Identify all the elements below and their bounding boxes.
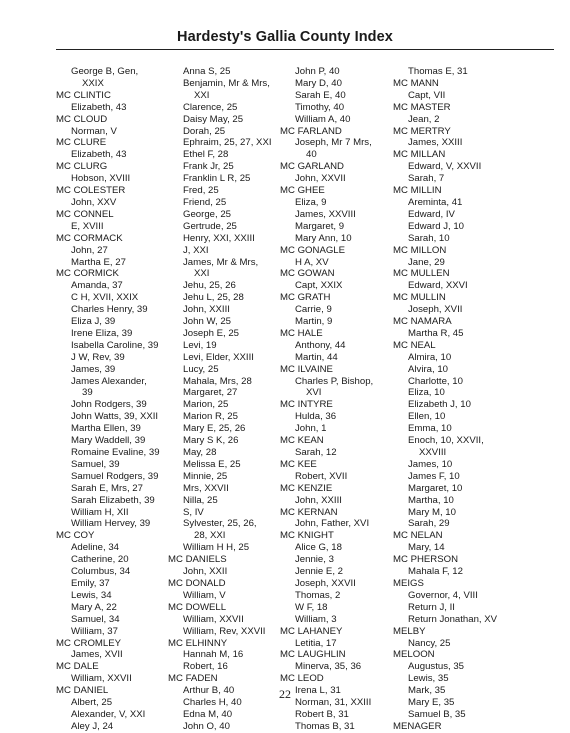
index-entry: Mary E, 25, 26 — [183, 423, 246, 435]
index-entry: Martha Ellen, 39 — [71, 423, 141, 435]
index-entry: Isabella Caroline, 39 — [71, 339, 159, 351]
index-entry: Elizabeth, 43 — [71, 101, 127, 113]
index-entry: Mary A, 22 — [71, 601, 117, 613]
index-surname: MC DOWELL — [168, 601, 227, 613]
index-surname: MC COY — [56, 530, 95, 542]
index-entry: Jehu, 25, 26 — [183, 280, 236, 292]
page-title: Hardesty's Gallia County Index — [177, 29, 393, 45]
index-entry: Joseph, XXVII — [295, 577, 356, 589]
index-entry: John Watts, 39, XXII — [71, 411, 159, 423]
index-entry: Nancy, 25 — [408, 637, 451, 649]
index-entry: W F, 18 — [295, 601, 328, 613]
index-entry: Samuel Rodgers, 39 — [71, 470, 159, 482]
index-entry: Samuel, 39 — [71, 458, 120, 470]
index-entry: Capt, XXIX — [295, 280, 343, 292]
index-entry: Anthony, 44 — [295, 339, 346, 351]
index-entry: William A, 40 — [295, 113, 351, 125]
index-entry: William H H, 25 — [183, 542, 250, 554]
index-entry: Mary Ann, 10 — [295, 232, 352, 244]
title-underline — [56, 49, 554, 50]
index-entry: Mary M, 10 — [408, 506, 456, 518]
index-surname: MC CROMLEY — [56, 637, 122, 649]
index-entry: Lewis, 34 — [71, 589, 112, 601]
index-entry: J, XXI — [183, 244, 209, 256]
index-entry: C H, XVII, XXIX — [71, 292, 139, 304]
index-surname: MC MERTRY — [393, 125, 451, 137]
index-entry: May, 28 — [183, 447, 217, 458]
index-entry: Norman, 31, XXIII — [295, 697, 372, 709]
index-entry: Eliza, 9 — [295, 196, 327, 208]
index-surname: MC CLOUD — [56, 113, 108, 125]
index-surname: MELBY — [393, 625, 426, 637]
index-entry: John, Father, XVI — [295, 518, 370, 530]
index-surname: MC CLURE — [56, 137, 107, 149]
index-surname: MC MULLIN — [393, 292, 446, 304]
index-entry: George, 25 — [183, 208, 232, 220]
index-entry: Ellen, 10 — [408, 411, 446, 423]
index-entry: John, XXII — [183, 566, 228, 578]
index-surname: MC LEOD — [280, 673, 324, 685]
index-entry: Martin, 9 — [295, 316, 333, 328]
index-entry: Martha, 10 — [408, 494, 454, 506]
index-entry: James, XVII — [71, 649, 123, 661]
index-entry: Enoch, 10, XXVII, — [408, 435, 484, 447]
index-entry: Hulda, 36 — [295, 411, 337, 423]
index-entry: Robert B, 31 — [295, 708, 349, 720]
index-entry: Governor, 4, VIII — [408, 589, 478, 601]
index-surname: MC KEE — [280, 458, 317, 470]
index-entry: John P, 40 — [295, 66, 340, 77]
index-surname: MC GARLAND — [280, 161, 344, 173]
index-entry: Sarah, 29 — [408, 518, 450, 530]
index-entry: Catherine, 20 — [71, 554, 129, 566]
index-surname: MC DANIEL — [56, 685, 109, 697]
index-column-4 — [393, 66, 497, 733]
index-entry: Gertrude, 25 — [183, 220, 237, 232]
index-entry: Arthur B, 40 — [183, 685, 235, 697]
index-surname: MC FARLAND — [280, 125, 342, 137]
index-surname: MC COLESTER — [56, 185, 126, 197]
index-entry: James, XXIII — [408, 137, 463, 149]
index-surname: MC MASTER — [393, 101, 451, 113]
index-entry: Sarah, 12 — [295, 447, 337, 458]
index-entry: Sarah, 10 — [408, 232, 450, 244]
index-entry: Almira, 10 — [408, 351, 452, 363]
index-surname: MC FADEN — [168, 673, 218, 685]
index-entry: Capt, VII — [408, 89, 446, 101]
index-entry: Edward, XXVI — [408, 280, 468, 292]
index-entry: Mary S K, 26 — [183, 435, 239, 447]
index-entry: Robert, 16 — [183, 661, 228, 673]
index-entry: William, 3 — [295, 613, 337, 625]
index-entry: William, 37 — [71, 625, 118, 637]
index-entry: XXVIII — [419, 447, 447, 458]
index-entry: Margaret, 27 — [183, 387, 238, 399]
index-entry: Timothy, 40 — [295, 101, 345, 113]
index-entry: Columbus, 34 — [71, 566, 131, 578]
index-entry: James, Mr & Mrs, — [183, 256, 259, 268]
index-entry: Romaine Evaline, 39 — [71, 447, 160, 458]
index-entry: Clarence, 25 — [183, 101, 238, 113]
index-surname: MC ELHINNY — [168, 637, 228, 649]
index-entry: Marion, 25 — [183, 399, 229, 411]
index-entry: Albert, 25 — [71, 697, 113, 709]
index-entry: Hannah M, 16 — [183, 649, 244, 661]
index-entry: Jennie E, 2 — [295, 566, 344, 578]
index-entry: William, XXVII — [183, 613, 244, 625]
index-entry: Minerva, 35, 36 — [295, 661, 362, 673]
index-entry: James, XXVIII — [295, 208, 356, 220]
index-entry: James, 10 — [408, 458, 453, 470]
index-surname: MC DALE — [56, 661, 99, 673]
index-entry: Sarah Elizabeth, 39 — [71, 494, 155, 506]
index-surname: MC HALE — [280, 327, 323, 339]
index-entry: Melissa E, 25 — [183, 458, 241, 470]
index-entry: Eliza, 10 — [408, 387, 445, 399]
index-entry: Frank Jr, 25 — [183, 161, 234, 173]
index-entry: S, IV — [183, 506, 204, 518]
index-entry: James F, 10 — [408, 470, 460, 482]
index-entry: Franklin L R, 25 — [183, 173, 251, 185]
index-entry: Samuel B, 35 — [408, 708, 466, 720]
index-entry: Charlotte, 10 — [408, 375, 463, 387]
index-surname: MC ILVAINE — [280, 363, 333, 375]
index-entry: Return J, II — [408, 601, 455, 613]
index-entry: Mary D, 40 — [295, 77, 342, 89]
index-entry: Sarah E, Mrs, 27 — [71, 482, 143, 494]
index-entry: Carrie, 9 — [295, 304, 332, 316]
index-entry: James, 39 — [71, 363, 116, 375]
index-entry: Thomas, 2 — [295, 589, 341, 601]
index-entry: John, XXIII — [183, 304, 230, 316]
index-entry: Joseph, Mr 7 Mrs, — [295, 137, 372, 149]
index-entry: Samuel, 34 — [71, 613, 120, 625]
index-entry: Alexander, V, XXI — [71, 708, 146, 720]
index-entry: Areminta, 41 — [408, 196, 463, 208]
index-column-3 — [280, 66, 373, 733]
index-surname: MC MILLON — [393, 244, 447, 256]
index-entry: Emily, 37 — [71, 577, 110, 589]
index-column-2 — [168, 66, 272, 733]
index-entry: Elizabeth, 43 — [71, 149, 127, 161]
index-surname: MC MANN — [393, 77, 439, 89]
index-entry: Charles H, 40 — [183, 697, 242, 709]
index-entry: Irene Eliza, 39 — [71, 327, 133, 339]
index-entry: Levi, 19 — [183, 339, 217, 351]
index-entry: Minnie, 25 — [183, 470, 228, 482]
index-entry: John Rodgers, 39 — [71, 399, 147, 411]
index-surname: MC INTYRE — [280, 399, 333, 411]
index-surname: MC GHEE — [280, 185, 325, 197]
index-entry: Hobson, XVIII — [71, 173, 131, 185]
index-entry: Aley J, 24 — [71, 720, 114, 732]
index-entry: Sylvester, 25, 26, — [183, 518, 257, 530]
index-entry: Dorah, 25 — [183, 125, 226, 137]
index-entry: John, XXIII — [295, 494, 342, 506]
index-entry: XVI — [306, 387, 322, 399]
index-entry: Margaret, 9 — [295, 220, 345, 232]
index-entry: James Alexander, — [71, 375, 147, 387]
index-entry: Ethel F, 28 — [183, 149, 229, 161]
index-entry: Charles P, Bishop, — [295, 375, 374, 387]
index-surname: MC KERNAN — [280, 506, 338, 518]
index-entry: Augustus, 35 — [408, 661, 465, 673]
index-surname: MC PHERSON — [393, 554, 459, 566]
index-surname: MELOON — [393, 649, 435, 661]
index-entry: XXI — [194, 89, 210, 101]
index-entry: Martha R, 45 — [408, 327, 464, 339]
index-entry: Fred, 25 — [183, 185, 219, 197]
index-entry: H A, XV — [295, 256, 329, 268]
index-entry: William H, XII — [71, 506, 129, 518]
index-entry: Norman, V — [71, 125, 117, 137]
index-entry: Henry, XXI, XXIII — [183, 232, 255, 244]
index-surname: MC DANIELS — [168, 554, 227, 566]
index-surname: MC DONALD — [168, 577, 226, 589]
index-entry: Letitia, 17 — [295, 637, 337, 649]
index-surname: MC KEAN — [280, 435, 324, 447]
index-entry: Mahala F, 12 — [408, 566, 463, 578]
index-entry: Marion R, 25 — [183, 411, 238, 423]
index-surname: MENAGER — [393, 720, 442, 732]
index-surname: MC CONNEL — [56, 208, 114, 220]
index-entry: Edward J, 10 — [408, 220, 464, 232]
index-surname: MC KNIGHT — [280, 530, 334, 542]
index-surname: MC GOWAN — [280, 268, 335, 280]
index-entry: Thomas B, 31 — [295, 720, 355, 732]
index-entry: Jean, 2 — [408, 113, 440, 125]
index-entry: John, XXV — [71, 196, 117, 208]
index-entry: Sarah E, 40 — [295, 89, 346, 101]
index-entry: Mahala, Mrs, 28 — [183, 375, 252, 387]
index-entry: Martha E, 27 — [71, 256, 126, 268]
index-entry: Sarah, 7 — [408, 173, 445, 185]
index-entry: Ephraim, 25, 27, XXI — [183, 137, 272, 149]
index-entry: Martin, 44 — [295, 351, 338, 363]
index-entry: William, XXVII — [71, 673, 132, 685]
index-surname: MC MILLIN — [393, 185, 442, 197]
index-entry: George B, Gen, — [71, 66, 139, 77]
page-number: 22 — [279, 687, 291, 701]
index-entry: 39 — [82, 387, 93, 399]
index-entry: Edward, V, XXVII — [408, 161, 482, 173]
index-entry: Edward, IV — [408, 208, 455, 220]
index-surname: MC CLURG — [56, 161, 108, 173]
index-surname: MC NELAN — [393, 530, 443, 542]
index-entry: Elizabeth J, 10 — [408, 399, 471, 411]
index-surname: MC LAUGHLIN — [280, 649, 346, 661]
index-surname: MC LAHANEY — [280, 625, 343, 637]
index-surname: MC NEAL — [393, 339, 436, 351]
index-entry: Robert, XVII — [295, 470, 348, 482]
index-surname: MC CORMICK — [56, 268, 119, 280]
index-entry: Eliza J, 39 — [71, 316, 116, 328]
index-entry: J W, Rev, 39 — [71, 351, 125, 363]
index-entry: Anna S, 25 — [183, 66, 231, 77]
index-entry: Charles Henry, 39 — [71, 304, 148, 316]
index-entry: Alice G, 18 — [295, 542, 342, 554]
index-entry: William, Rev, XXVII — [183, 625, 266, 637]
index-entry: William Hervey, 39 — [71, 518, 151, 530]
index-entry: Adeline, 34 — [71, 542, 120, 554]
index-entry: Amanda, 37 — [71, 280, 123, 292]
index-entry: Mary, 14 — [408, 542, 445, 554]
index-entry: Edna M, 40 — [183, 708, 233, 720]
index-entry: John, XXVII — [295, 173, 346, 185]
index-surname: MC MILLAN — [393, 149, 446, 161]
index-entry: John, 27 — [71, 244, 108, 256]
index-entry: Return Jonathan, XV — [408, 613, 498, 625]
index-surname: MC MULLEN — [393, 268, 450, 280]
index-entry: John W, 25 — [183, 316, 231, 328]
index-entry: Alvira, 10 — [408, 363, 448, 375]
index-entry: Jehu L, 25, 28 — [183, 292, 244, 304]
index-entry: Jennie, 3 — [295, 554, 334, 566]
index-surname: MEIGS — [393, 577, 424, 589]
index-surname: MC CORMACK — [56, 232, 123, 244]
index-entry: XXIX — [82, 77, 104, 89]
index-entry: Joseph E, 25 — [183, 327, 240, 339]
index-entry: Mark, 35 — [408, 685, 446, 697]
index-entry: XXI — [194, 268, 210, 280]
index-entry: Daisy May, 25 — [183, 113, 244, 125]
index-column-1 — [56, 66, 160, 733]
index-entry: Joseph, XVII — [408, 304, 463, 316]
index-surname: MC KENZIE — [280, 482, 333, 494]
index-surname: MC CLINTIC — [56, 89, 111, 101]
index-entry: Emma, 10 — [408, 423, 452, 435]
index-entry: William, V — [183, 589, 226, 601]
index-entry: John, 1 — [295, 423, 327, 435]
index-surname: MC NAMARA — [393, 316, 452, 328]
index-entry: Irena L, 31 — [295, 685, 341, 697]
index-entry: E, XVIII — [71, 220, 104, 232]
index-entry: Lewis, 35 — [408, 673, 449, 685]
index-entry: 40 — [306, 149, 317, 161]
index-entry: Mrs, XXVII — [183, 482, 229, 494]
index-entry: Thomas E, 31 — [408, 66, 468, 77]
index-entry: Levi, Elder, XXIII — [183, 351, 254, 363]
index-entry: Nilla, 25 — [183, 494, 218, 506]
index-entry: Lucy, 25 — [183, 363, 219, 375]
index-entry: John O, 40 — [183, 720, 230, 732]
index-surname: MC GRATH — [280, 292, 331, 304]
index-entry: Margaret, 10 — [408, 482, 463, 494]
index-entry: Mary E, 35 — [408, 697, 455, 709]
index-entry: 28, XXI — [194, 530, 226, 542]
index-entry: Friend, 25 — [183, 196, 227, 208]
index-entry: Benjamin, Mr & Mrs, — [183, 77, 270, 89]
index-surname: MC GONAGLE — [280, 244, 346, 256]
index-entry: Mary Waddell, 39 — [71, 435, 146, 447]
index-entry: Jane, 29 — [408, 256, 445, 268]
